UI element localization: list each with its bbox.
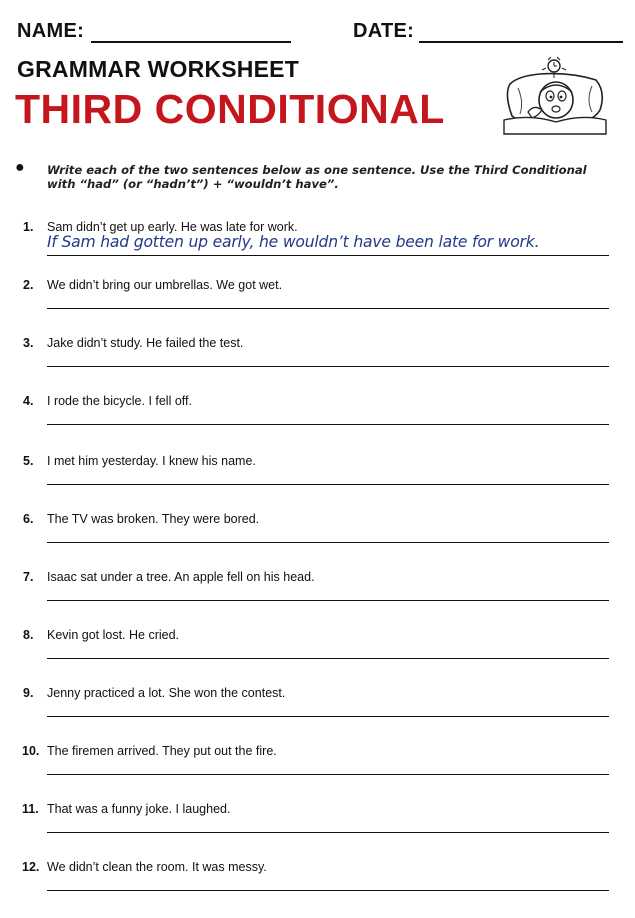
- question-text: We didn’t bring our umbrellas. We got wet.: [47, 278, 283, 292]
- question-text: That was a funny joke. I laughed.: [47, 802, 231, 816]
- question-3: [0, 336, 635, 394]
- date-label: DATE:: [353, 20, 415, 42]
- question-number: 10.: [22, 744, 40, 758]
- answer-line[interactable]: [47, 424, 609, 425]
- question-text: I met him yesterday. I knew his name.: [47, 454, 256, 468]
- question-number: 12.: [22, 860, 40, 874]
- instructions-text: Write each of the two sentences below as one sentence. Use the Third Conditional with “had” (or “hadn’t”) + “wouldn’t have”.: [47, 163, 587, 191]
- question-text: We didn’t clean the room. It was messy.: [47, 860, 267, 874]
- question-number: 6.: [23, 512, 34, 526]
- question-number: 7.: [23, 570, 34, 584]
- question-number: 2.: [23, 278, 34, 292]
- answer-line[interactable]: [47, 255, 609, 256]
- example-answer: If Sam had gotten up early, he wouldn’t have been late for work.: [47, 233, 540, 251]
- question-text: The TV was broken. They were bored.: [47, 512, 260, 526]
- question-number: 9.: [23, 686, 34, 700]
- question-text: I rode the bicycle. I fell off.: [47, 394, 192, 408]
- answer-line[interactable]: [47, 774, 609, 775]
- question-text: Jenny practiced a lot. She won the contest.: [47, 686, 286, 700]
- question-text: The firemen arrived. They put out the fire.: [47, 744, 277, 758]
- question-6: [0, 512, 635, 570]
- question-number: 5.: [23, 454, 34, 468]
- question-text: Sam didn’t get up early. He was late for work.: [47, 220, 298, 234]
- question-text: Kevin got lost. He cried.: [47, 628, 180, 642]
- worksheet-title: THIRD CONDITIONAL: [15, 86, 445, 132]
- question-number: 4.: [23, 394, 34, 408]
- question-8: [0, 628, 635, 686]
- question-1: [0, 220, 635, 278]
- sleeping-man-alarm-clock-icon: [500, 54, 610, 138]
- question-7: [0, 570, 635, 628]
- answer-line[interactable]: [47, 308, 609, 309]
- answer-line[interactable]: [47, 484, 609, 485]
- answer-line[interactable]: [47, 832, 609, 833]
- instruction-bullet: ●: [15, 159, 25, 176]
- answer-line[interactable]: [47, 366, 609, 367]
- name-label: NAME:: [17, 20, 85, 42]
- question-5: [0, 454, 635, 512]
- question-number: 3.: [23, 336, 34, 350]
- question-number: 11.: [22, 802, 39, 816]
- answer-line[interactable]: [47, 716, 609, 717]
- question-12: [0, 860, 635, 918]
- answer-line[interactable]: [47, 542, 609, 543]
- question-text: Isaac sat under a tree. An apple fell on his head.: [47, 570, 315, 584]
- question-text: Jake didn’t study. He failed the test.: [47, 336, 244, 350]
- question-9: [0, 686, 635, 744]
- worksheet-subtitle: GRAMMAR WORKSHEET: [17, 56, 299, 82]
- answer-line[interactable]: [47, 600, 609, 601]
- question-11: [0, 802, 635, 860]
- question-4: [0, 394, 635, 452]
- header-row: [17, 18, 623, 48]
- date-field-line[interactable]: [419, 41, 623, 43]
- question-number: 1.: [23, 220, 34, 234]
- name-field-line[interactable]: [91, 41, 291, 43]
- question-number: 8.: [23, 628, 34, 642]
- answer-line[interactable]: [47, 658, 609, 659]
- question-2: [0, 278, 635, 336]
- question-10: [0, 744, 635, 802]
- answer-line[interactable]: [47, 890, 609, 891]
